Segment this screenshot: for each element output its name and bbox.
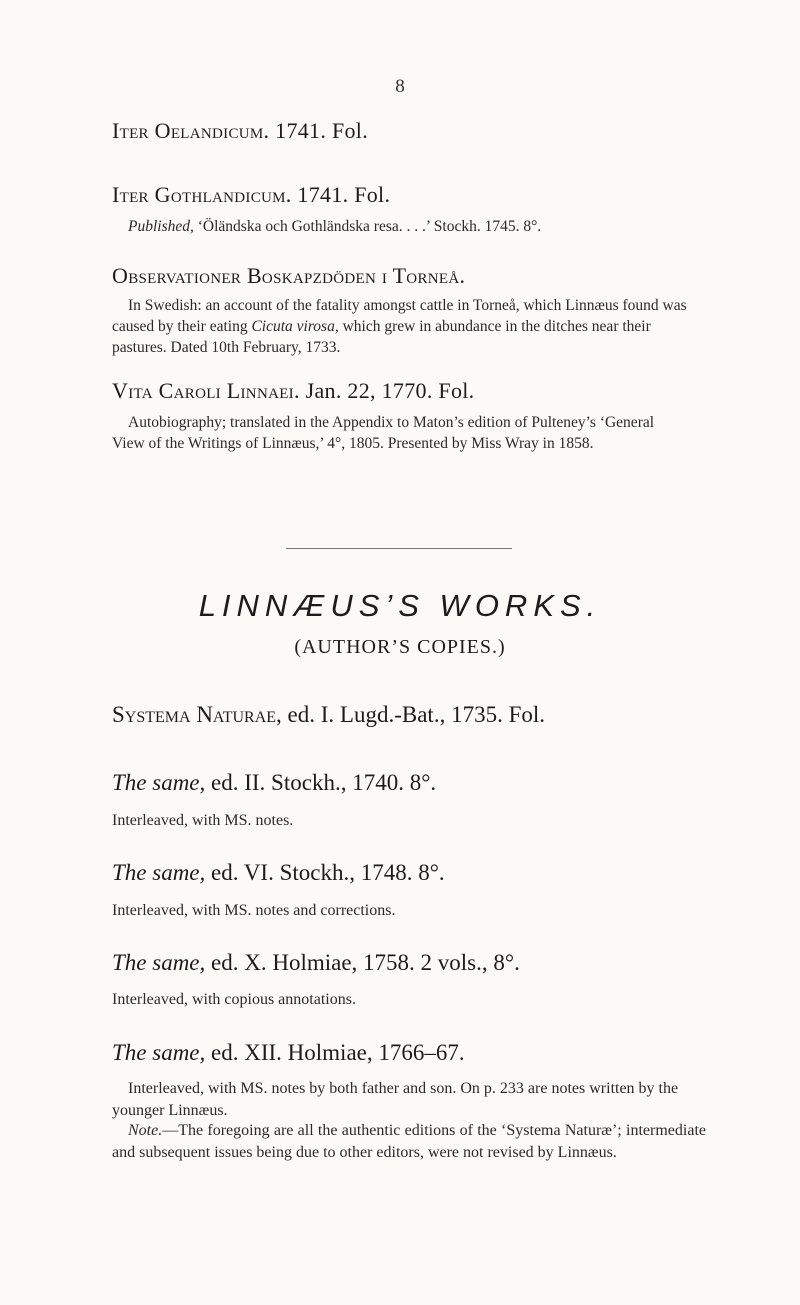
work-ed-vi — [112, 860, 445, 886]
work-ed-x — [112, 950, 520, 976]
entry-details: Jan. 22, 1770. Fol. — [305, 378, 475, 403]
work-details: ed. VI. Stockh., 1748. 8°. — [211, 860, 445, 885]
entry-vita-caroli — [112, 378, 474, 404]
work-title: Systema Naturae, — [112, 702, 282, 727]
entry-iter-gothlandicum — [112, 182, 390, 208]
work-note: Interleaved, with MS. notes. — [112, 812, 294, 829]
work-note: Interleaved, with copious annotations. — [112, 991, 356, 1008]
entry-note — [112, 295, 687, 358]
page-number: 8 — [395, 76, 405, 97]
work-details: ed. II. Stockh., 1740. 8°. — [211, 770, 437, 795]
work-title: The same, — [112, 1040, 206, 1065]
entry-iter-oelandicum — [112, 118, 368, 144]
entry-note: Autobiography; translated in the Appendix to Maton’s edition of Pulteney’s ‘General View of the Writings of Linnæus,’ 4°, 1805. Presented by Miss Wray in 1858. — [112, 414, 655, 452]
work-title: The same, — [112, 950, 206, 975]
work-note: Interleaved, with MS. notes and corrections. — [112, 902, 396, 919]
work-note: Interleaved, with MS. notes by both father and son. On p. 233 are notes written by the younger Linnæus. — [112, 1080, 679, 1119]
final-note-label: Note. — [128, 1122, 163, 1139]
work-ed-xii — [112, 1040, 465, 1066]
work-title: The same, — [112, 770, 206, 795]
final-note-text: —The foregoing are all the authentic editions of the ‘Systema Naturæ’; intermediate and subsequent issues being due to other editors, were not revised by Linnæus. — [112, 1122, 706, 1161]
entry-title: Vita Caroli Linnaei. — [112, 378, 300, 403]
work-details: ed. I. Lugd.-Bat., 1735. Fol. — [287, 702, 545, 727]
work-systema-naturae — [112, 702, 545, 728]
final-note — [112, 1120, 706, 1164]
entry-observationer — [112, 263, 465, 289]
work-details: ed. XII. Holmiae, 1766–67. — [211, 1040, 465, 1065]
work-title: The same, — [112, 860, 206, 885]
section-subtitle: (AUTHOR’S COPIES.) — [294, 636, 506, 658]
entry-title: Iter Gothlandicum. — [112, 182, 292, 207]
entry-title: Observationer Boskapzdöden i Torneå. — [112, 263, 466, 288]
section-divider — [286, 548, 512, 549]
work-details: ed. X. Holmiae, 1758. 2 vols., 8°. — [211, 950, 520, 975]
entry-details: 1741. Fol. — [275, 118, 369, 143]
note-text: ‘Öländska och Gothländska resa. . . .’ Stockh. 1745. 8°. — [197, 218, 542, 235]
note-text-b: which grew in abundance in the ditches near their pastures. Dated 10th February, 1733. — [112, 318, 651, 356]
work-ed-ii — [112, 770, 436, 796]
entry-note — [112, 216, 687, 237]
note-italic: Cicuta virosa, — [251, 318, 339, 335]
note-text-a: In Swedish: an account of the fatality amongst cattle in Torneå, which Linnæus found was caused by their eating — [112, 297, 687, 335]
entry-title: Iter Oelandicum. — [112, 118, 270, 143]
section-title: LINNÆUS’S WORKS. — [198, 588, 602, 623]
note-label: Published, — [128, 218, 194, 235]
entry-details: 1741. Fol. — [297, 182, 391, 207]
